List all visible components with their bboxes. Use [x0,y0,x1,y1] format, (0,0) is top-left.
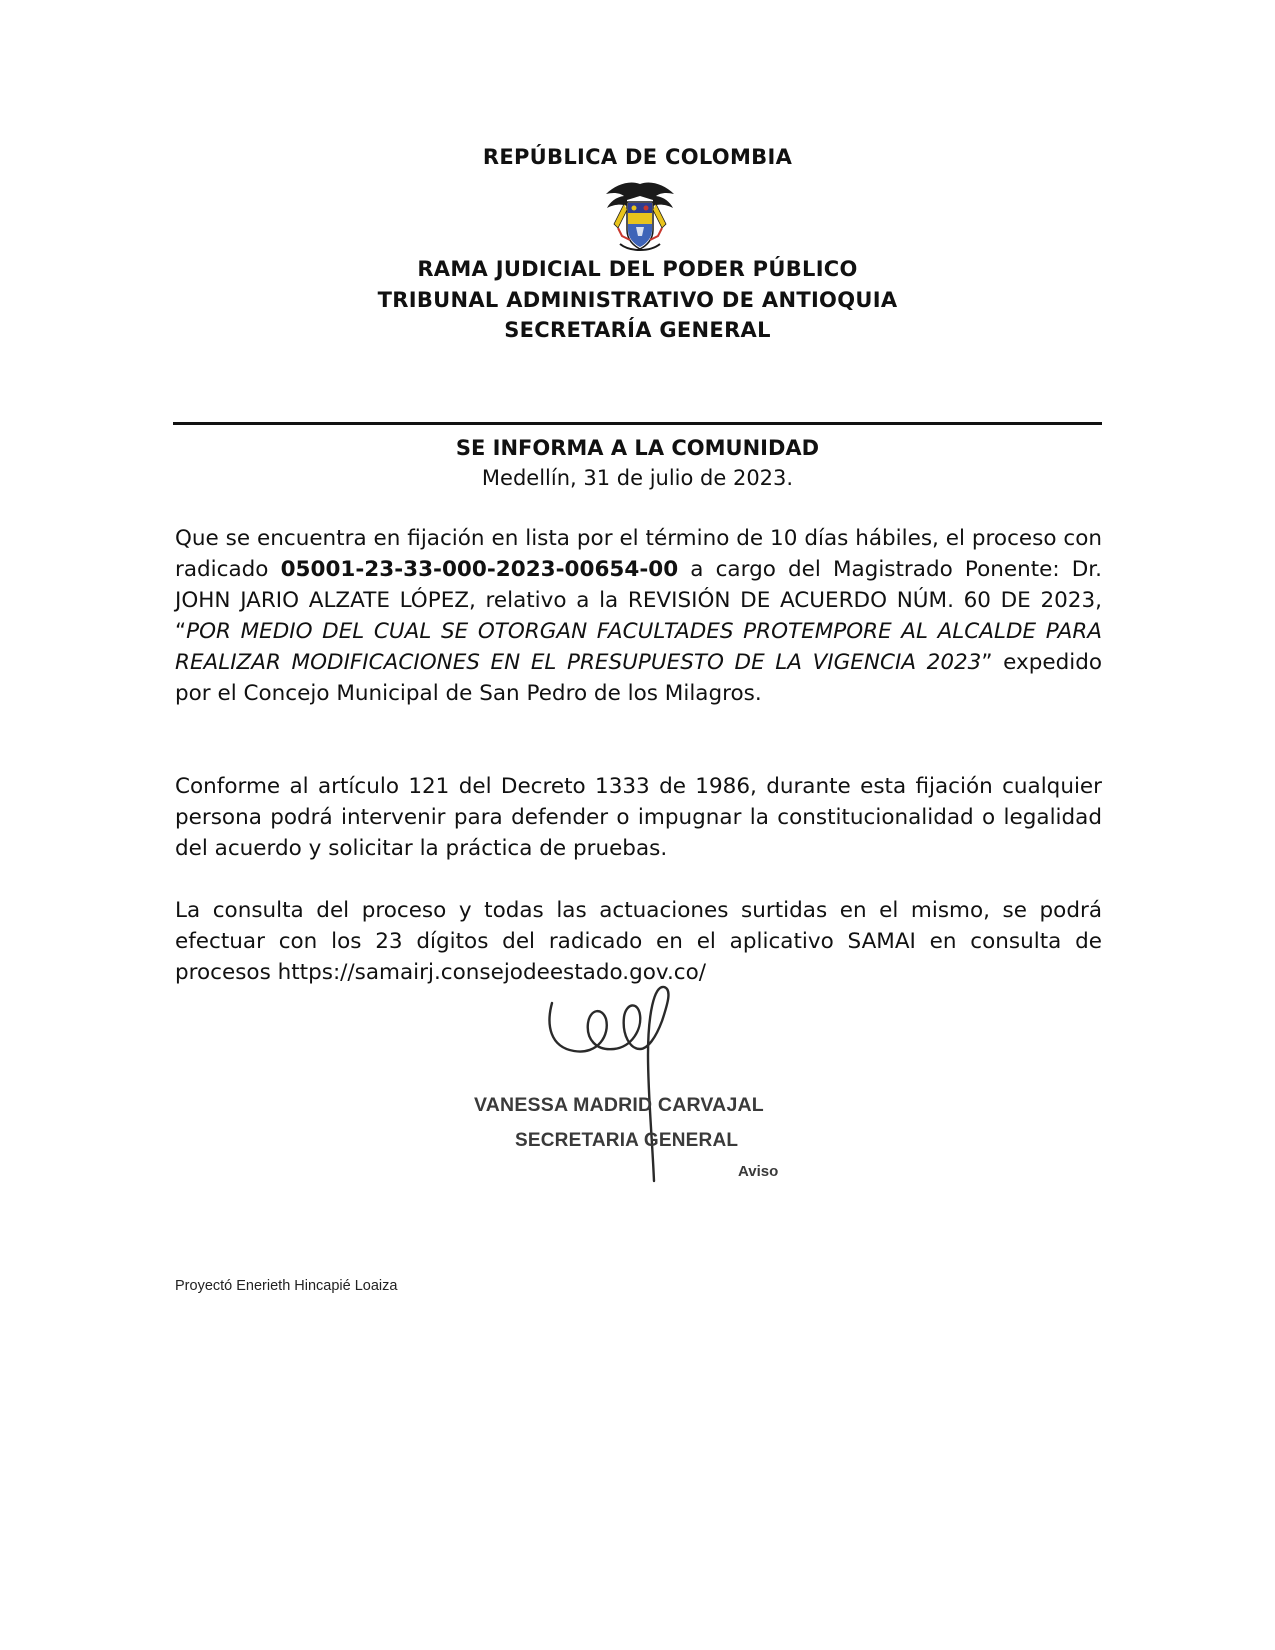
tribunal-heading: TRIBUNAL ADMINISTRATIVO DE ANTIOQUIA [377,288,898,312]
notice-paragraph-2: Conforme al artículo 121 del Decreto 1333 de 1986, durante esta fijación cualquier persona podrá intervenir para defender o impugnar la constitucionalidad o legalidad del acuerdo y solicitar la práctica de pruebas. [175,774,1102,861]
paragraph-1-ending: ” expedido por el Concejo Municipal de San Pedro de los Milagros. [175,650,1103,706]
agreement-title: POR MEDIO DEL CUAL SE OTORGAN FACULTADES PROTEMPORE AL ALCALDE PARA REALIZAR MODIFICACIONES EN EL PRESUPUESTO DE LA VIGENCIA 2023 [175,619,1102,675]
office-heading: SECRETARÍA GENERAL [504,318,771,342]
header-divider [173,422,1102,425]
paragraph-1-middle: a cargo del Magistrado Ponente: Dr. JOHN JARIO ALZATE LÓPEZ, relativo a la REVISIÓN DE ACUERDO NÚM. 60 DE 2023, “ [175,557,1102,644]
country-heading: REPÚBLICA DE COLOMBIA [482,145,793,169]
notice-date: Medellín, 31 de julio de 2023. [481,466,794,490]
notice-heading: SE INFORMA A LA COMUNIDAD [455,436,820,460]
paragraph-1-intro: Que se encuentra en fijación en lista por el término de 10 días hábiles, el proceso con radicado [175,526,1102,582]
signature-note: Aviso [738,1163,779,1180]
colombia-coat-of-arms-icon [600,178,680,258]
signer-role: SECRETARIA GENERAL [515,1130,739,1151]
handwritten-signature [540,985,730,1185]
notice-paragraph-1 [175,523,1102,709]
case-number: 05001-23-33-000-2023-00654-00 [280,557,679,582]
notice-paragraph-3: La consulta del proceso y todas las actuaciones surtidas en el mismo, se podrá efectuar con los 23 dígitos del radicado en el aplicativo SAMAI en consulta de procesos https://samairj.consejodeestado.gov.co/ [175,898,1102,985]
branch-heading: RAMA JUDICIAL DEL PODER PÚBLICO [417,257,858,281]
prepared-by-note: Proyectó Enerieth Hincapié Loaiza [175,1278,398,1294]
signer-name: VANESSA MADRID CARVAJAL [474,1094,764,1116]
